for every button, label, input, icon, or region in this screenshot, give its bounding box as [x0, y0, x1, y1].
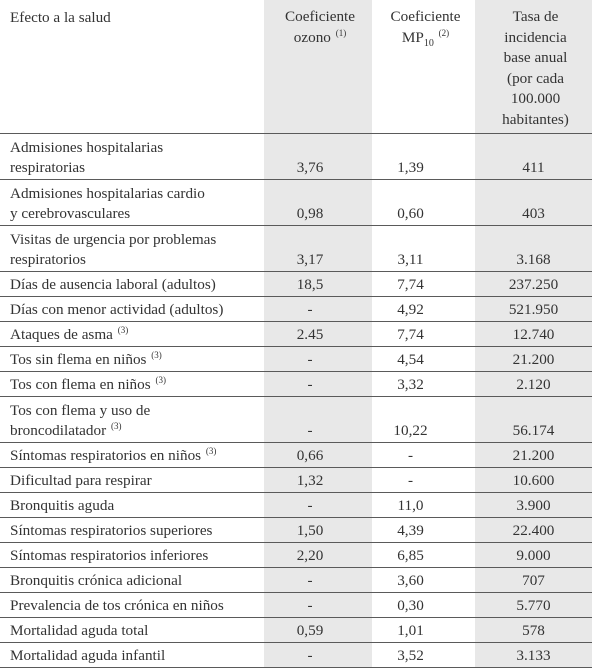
rate-value: 521.950: [475, 297, 592, 322]
pm10-value: 6,85: [372, 543, 475, 568]
effect-text: [10, 250, 256, 270]
table-row: [0, 643, 592, 668]
table-row: [0, 372, 592, 397]
effect-cell: [0, 618, 264, 643]
rate-value: 5.770: [475, 593, 592, 618]
effect-text: [10, 621, 256, 641]
effect-text: [10, 230, 256, 250]
rate-value: 9.000: [475, 543, 592, 568]
pm10-value: 1,39: [372, 134, 475, 180]
effect-line: Tos con flema en niños: [10, 376, 151, 393]
effect-text: [10, 184, 256, 204]
ozone-value: -: [264, 493, 372, 518]
effect-cell: [0, 493, 264, 518]
table-row: [0, 593, 592, 618]
table-row: [0, 568, 592, 593]
table-row: [0, 347, 592, 372]
header-rate-line: 100.000: [510, 90, 561, 107]
pm10-value: 4,54: [372, 347, 475, 372]
effect-text: [10, 421, 256, 441]
effect-line: Visitas de urgencia por problemas: [10, 231, 217, 248]
table-row: [0, 518, 592, 543]
table-row: [0, 443, 592, 468]
pm10-value: 7,74: [372, 322, 475, 347]
table-row: [0, 543, 592, 568]
ozone-value: 2.45: [264, 322, 372, 347]
ozone-value: -: [264, 643, 372, 668]
effect-text: [10, 350, 256, 370]
ozone-value: 1,50: [264, 518, 372, 543]
effect-line: broncodilatador: [10, 422, 107, 439]
header-rate-line: (por cada: [507, 69, 564, 87]
header-pm-sub: 10: [423, 37, 434, 49]
effect-cell: [0, 643, 264, 668]
header-effect: [0, 0, 264, 134]
pm10-value: 0,30: [372, 593, 475, 618]
table-row: [0, 322, 592, 347]
effect-cell: [0, 272, 264, 297]
ozone-value: 3,76: [264, 134, 372, 180]
effect-text: [10, 375, 256, 395]
ozone-value: 1,32: [264, 468, 372, 493]
header-rate-line: Tasa de: [512, 8, 559, 25]
ozone-value: -: [264, 347, 372, 372]
effect-line: Mortalidad aguda total: [10, 622, 149, 639]
pm10-value: 3,11: [372, 226, 475, 272]
effect-cell: [0, 397, 264, 443]
effect-cell: [0, 568, 264, 593]
table-row: [0, 272, 592, 297]
header-ozone-note: (1): [335, 27, 347, 38]
pm10-value: 4,39: [372, 518, 475, 543]
effect-line: Admisiones hospitalarias cardio: [10, 185, 205, 202]
footnote-marker: (3): [110, 421, 122, 431]
ozone-value: 0,66: [264, 443, 372, 468]
effect-line: Admisiones hospitalarias: [10, 139, 164, 156]
effect-cell: [0, 468, 264, 493]
rate-value: 10.600: [475, 468, 592, 493]
effect-line: Dificultad para respirar: [10, 472, 152, 489]
effect-cell: [0, 543, 264, 568]
header-pm-base: MP: [401, 28, 424, 46]
table-row: [0, 618, 592, 643]
effect-text: [10, 571, 256, 591]
effect-line: Síntomas respiratorios superiores: [10, 522, 213, 539]
header-rate-line: habitantes): [502, 110, 569, 128]
ozone-value: 0,59: [264, 618, 372, 643]
ozone-value: 2,20: [264, 543, 372, 568]
pm10-value: 0,60: [372, 180, 475, 226]
table-row: [0, 297, 592, 322]
effect-cell: [0, 372, 264, 397]
effect-text: [10, 275, 256, 295]
effect-text: [10, 300, 256, 320]
table-row: [0, 493, 592, 518]
effect-text: [10, 596, 256, 616]
effect-line: Tos con flema y uso de: [10, 402, 151, 419]
rate-value: 22.400: [475, 518, 592, 543]
effect-line: Bronquitis crónica adicional: [10, 572, 183, 589]
effect-line: Días con menor actividad (adultos): [10, 301, 224, 318]
header-rate-line: base anual: [503, 49, 568, 66]
effect-cell: [0, 593, 264, 618]
header-pm10: [372, 0, 475, 134]
ozone-value: -: [264, 568, 372, 593]
rate-value: 411: [475, 134, 592, 180]
ozone-value: 0,98: [264, 180, 372, 226]
pm10-value: 11,0: [372, 493, 475, 518]
effect-text: [10, 325, 256, 345]
header-pm-line1: Coeficiente: [390, 8, 461, 25]
table-row: [0, 180, 592, 226]
effect-cell: [0, 347, 264, 372]
rate-value: 237.250: [475, 272, 592, 297]
effect-line: respiratorias: [10, 159, 86, 176]
ozone-value: -: [264, 372, 372, 397]
effect-cell: [0, 297, 264, 322]
ozone-value: -: [264, 397, 372, 443]
table-row: [0, 397, 592, 443]
footnote-marker: (3): [117, 325, 129, 335]
effect-line: Síntomas respiratorios en niños: [10, 447, 202, 464]
header-effect-label: Efecto a la salud: [10, 9, 111, 26]
pm10-value: 3,32: [372, 372, 475, 397]
footnote-marker: (3): [151, 350, 162, 360]
effect-text: [10, 646, 256, 666]
header-rate: [475, 0, 592, 134]
footnote-marker: (3): [155, 375, 166, 385]
effect-cell: [0, 518, 264, 543]
effect-text: [10, 401, 256, 421]
rate-value: 3.133: [475, 643, 592, 668]
header-ozone: [264, 0, 372, 134]
table-row: [0, 226, 592, 272]
pm10-value: 7,74: [372, 272, 475, 297]
header-ozone-line1: Coeficiente: [285, 8, 355, 25]
table-row: [0, 468, 592, 493]
effect-line: y cerebrovasculares: [10, 205, 131, 222]
effect-cell: [0, 443, 264, 468]
effect-text: [10, 138, 256, 158]
effect-cell: [0, 322, 264, 347]
header-ozone-line2: ozono: [293, 28, 331, 46]
effect-text: [10, 521, 256, 541]
rate-value: 403: [475, 180, 592, 226]
rate-value: 21.200: [475, 347, 592, 372]
effect-line: Tos sin flema en niños: [10, 351, 147, 368]
ozone-value: -: [264, 297, 372, 322]
effect-line: respiratorios: [10, 251, 86, 268]
rate-value: 578: [475, 618, 592, 643]
effect-line: Ataques de asma: [10, 326, 113, 343]
effect-text: [10, 204, 256, 224]
effect-cell: [0, 134, 264, 180]
effect-text: [10, 446, 256, 466]
pm10-value: 10,22: [372, 397, 475, 443]
footnote-marker: (3): [205, 446, 217, 456]
rate-value: 56.174: [475, 397, 592, 443]
rate-value: 707: [475, 568, 592, 593]
rate-value: 3.900: [475, 493, 592, 518]
table-body: [0, 134, 592, 668]
header-rate-line: incidencia: [504, 28, 567, 46]
rate-value: 12.740: [475, 322, 592, 347]
pm10-value: -: [372, 443, 475, 468]
pm10-value: 1,01: [372, 618, 475, 643]
pm10-value: 3,60: [372, 568, 475, 593]
ozone-value: 3,17: [264, 226, 372, 272]
header-pm-note: (2): [438, 27, 450, 38]
pm10-value: -: [372, 468, 475, 493]
rate-value: 21.200: [475, 443, 592, 468]
table-row: [0, 134, 592, 180]
effect-text: [10, 546, 256, 566]
effect-cell: [0, 226, 264, 272]
ozone-value: -: [264, 593, 372, 618]
table-header-row: [0, 0, 592, 134]
pm10-value: 4,92: [372, 297, 475, 322]
effect-line: Mortalidad aguda infantil: [10, 647, 166, 664]
ozone-value: 18,5: [264, 272, 372, 297]
effect-line: Días de ausencia laboral (adultos): [10, 276, 216, 293]
rate-value: 2.120: [475, 372, 592, 397]
effect-text: [10, 496, 256, 516]
pm10-value: 3,52: [372, 643, 475, 668]
rate-value: 3.168: [475, 226, 592, 272]
effect-text: [10, 158, 256, 178]
effect-line: Síntomas respiratorios inferiores: [10, 547, 209, 564]
effect-line: Prevalencia de tos crónica en niños: [10, 597, 224, 614]
effect-line: Bronquitis aguda: [10, 497, 115, 514]
effect-text: [10, 471, 256, 491]
effect-cell: [0, 180, 264, 226]
